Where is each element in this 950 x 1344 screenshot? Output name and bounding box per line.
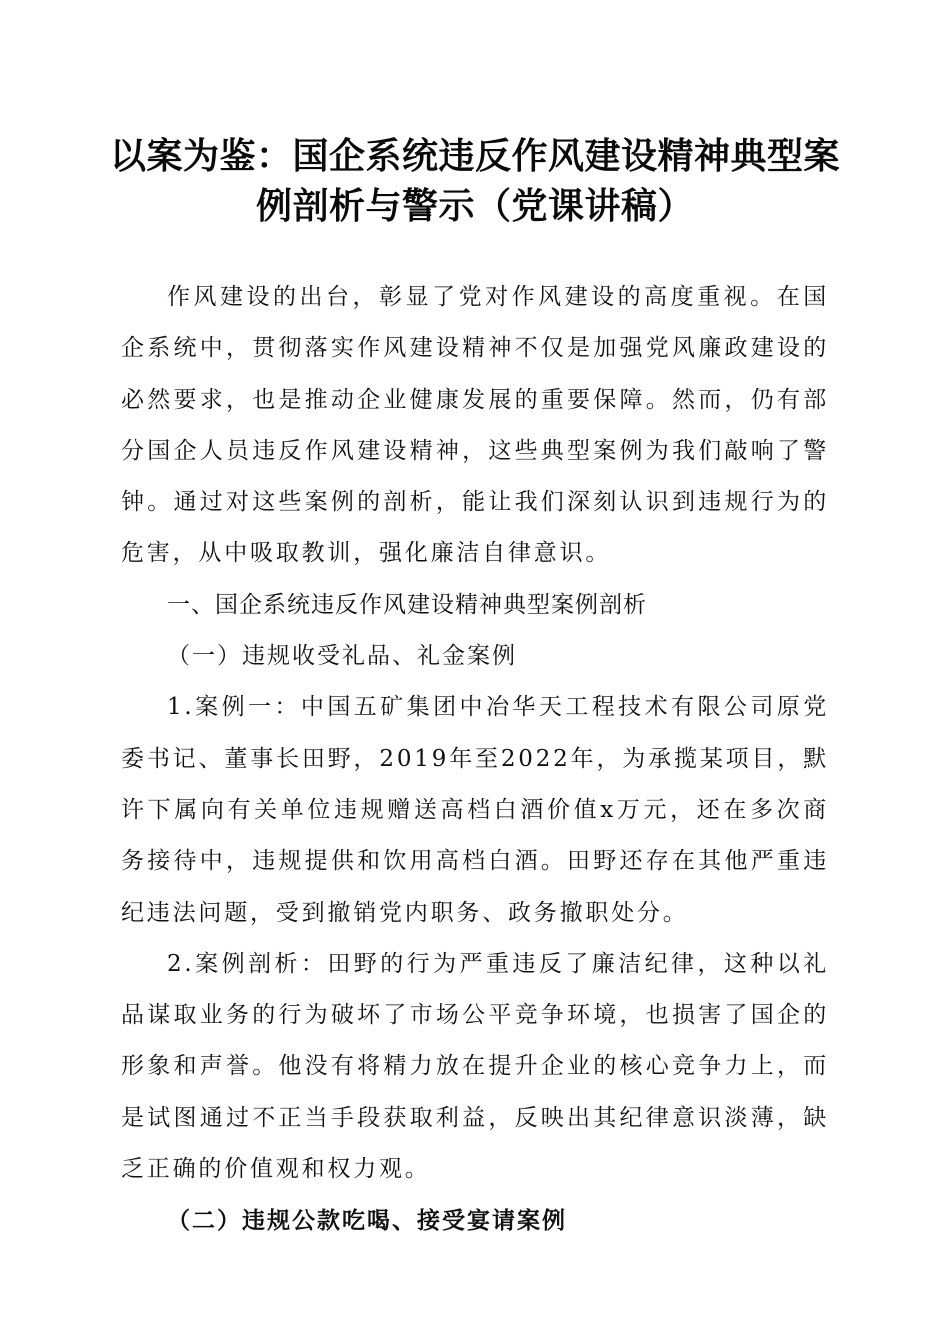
section-heading-1: 一、国企系统违反作风建设精神典型案例剖析 bbox=[167, 591, 647, 618]
title-line-1: 以案为鉴：国企系统违反作风建设精神典型案 bbox=[109, 136, 840, 177]
analysis-paragraph-1: 2.案例剖析：田野的行为严重违反了廉洁纪律，这种以礼品谋取业务的行为破坏了市场公平竞争环境，也损害了国企的形象和声誉。他没有将精力放在提升企业的核心竞争力上，而是试图通过不正当手段获取利益，反映出其纪律意识淡薄，缺乏正确的价值观和权力观。 bbox=[121, 950, 829, 1183]
document-title bbox=[100, 132, 850, 232]
case-paragraph-1: 1.案例一：中国五矿集团中冶华天工程技术有限公司原党委书记、董事长田野，2019年至2022年，为承揽某项目，默许下属向有关单位违规赠送高档白酒价值x万元，还在多次商务接待中，违规提供和饮用高档白酒。田野还存在其他严重违纪违法问题，受到撤销党内职务、政务撤职处分。 bbox=[121, 694, 829, 926]
subsection-heading-1: （一）违规收受礼品、礼金案例 bbox=[167, 643, 517, 670]
title-line-2: 例剖析与警示（党课讲稿） bbox=[255, 186, 694, 227]
subsection-heading-2: （二）违规公款吃喝、接受宴请案例 bbox=[167, 1207, 567, 1235]
document-body bbox=[121, 272, 829, 1247]
intro-paragraph: 作风建设的出台，彰显了党对作风建设的高度重视。在国企系统中，贯彻落实作风建设精神不仅是加强党风廉政建设的必然要求，也是推动企业健康发展的重要保障。然而，仍有部分国企人员违反作风建设精神，这些典型案例为我们敲响了警钟。通过对这些案例的剖析，能让我们深刻认识到违规行为的危害，从中吸取教训，强化廉洁自律意识。 bbox=[121, 284, 829, 567]
